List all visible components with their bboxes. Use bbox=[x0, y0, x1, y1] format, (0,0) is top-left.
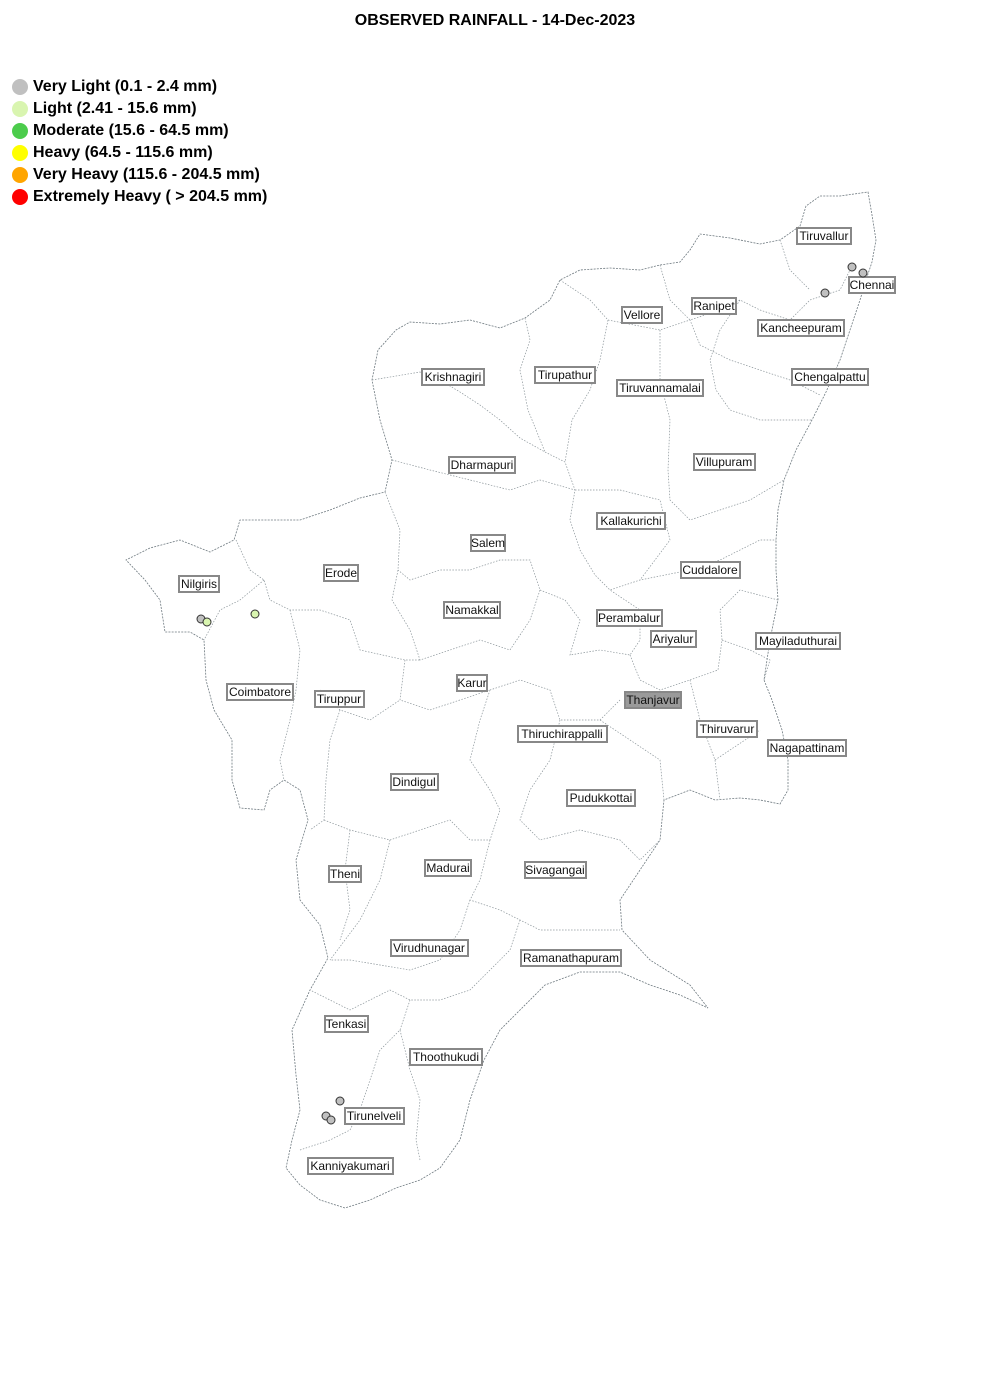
label-dindigul[interactable] bbox=[391, 774, 438, 790]
district-label-kanniyakumari: Kanniyakumari bbox=[310, 1159, 390, 1173]
label-ramanathapuram[interactable] bbox=[521, 950, 621, 966]
label-dharmapuri[interactable] bbox=[449, 457, 515, 473]
label-thiruvarur[interactable] bbox=[697, 721, 757, 737]
label-pudukkottai[interactable] bbox=[567, 790, 635, 806]
label-tiruppur[interactable] bbox=[315, 691, 364, 707]
district-label-namakkal: Namakkal bbox=[445, 603, 499, 617]
label-sivagangai[interactable] bbox=[525, 862, 586, 878]
district-label-vellore: Vellore bbox=[623, 308, 661, 322]
district-label-dharmapuri: Dharmapuri bbox=[450, 458, 514, 472]
legend-label-very-light: Very Light (0.1 - 2.4 mm) bbox=[33, 78, 218, 95]
district-label-coimbatore: Coimbatore bbox=[228, 685, 292, 699]
label-villupuram[interactable] bbox=[694, 454, 755, 470]
station-marker-tirunelveli-3[interactable] bbox=[327, 1116, 335, 1124]
station-marker-tirunelveli-1[interactable] bbox=[336, 1097, 344, 1105]
district-label-thoothukudi: Thoothukudi bbox=[412, 1050, 480, 1064]
district-label-tirupathur: Tirupathur bbox=[537, 368, 593, 382]
legend-label-heavy: Heavy (64.5 - 115.6 mm) bbox=[33, 144, 213, 161]
district-label-kallakurichi: Kallakurichi bbox=[600, 514, 662, 528]
district-label-tiruvallur: Tiruvallur bbox=[799, 229, 849, 243]
label-chengalpattu[interactable] bbox=[792, 369, 868, 385]
rainfall-stations bbox=[197, 263, 867, 1124]
label-chennai[interactable] bbox=[849, 277, 895, 293]
station-marker-chennai-2[interactable] bbox=[859, 269, 867, 277]
district-label-dindigul: Dindigul bbox=[392, 775, 436, 789]
label-vellore[interactable] bbox=[622, 307, 662, 323]
district-label-theni: Theni bbox=[329, 867, 361, 881]
label-ranipet[interactable] bbox=[692, 298, 736, 314]
map-title: OBSERVED RAINFALL - 14-Dec-2023 bbox=[354, 12, 636, 29]
station-marker-nilgiris-2[interactable] bbox=[203, 618, 211, 626]
district-label-krishnagiri: Krishnagiri bbox=[424, 370, 482, 384]
station-marker-kancheepuram[interactable] bbox=[821, 289, 829, 297]
district-labels bbox=[179, 228, 895, 1174]
label-kallakurichi[interactable] bbox=[597, 513, 665, 529]
label-perambalur[interactable] bbox=[597, 610, 662, 626]
label-tiruvannamalai[interactable] bbox=[617, 380, 703, 396]
label-cuddalore[interactable] bbox=[681, 562, 740, 578]
district-label-tenkasi: Tenkasi bbox=[325, 1017, 367, 1031]
district-boundaries bbox=[204, 240, 850, 1160]
label-coimbatore[interactable] bbox=[227, 684, 293, 700]
district-label-ariyalur: Ariyalur bbox=[652, 632, 694, 646]
label-virudhunagar[interactable] bbox=[391, 940, 468, 956]
station-marker-chennai-1[interactable] bbox=[848, 263, 856, 271]
district-label-salem: Salem bbox=[470, 536, 506, 550]
district-label-chengalpattu: Chengalpattu bbox=[794, 370, 866, 384]
district-label-thiruchirappalli: Thiruchirappalli bbox=[521, 727, 603, 741]
legend-label-very-heavy: Very Heavy (115.6 - 204.5 mm) bbox=[33, 166, 260, 183]
district-label-erode: Erode bbox=[324, 566, 358, 580]
label-salem[interactable] bbox=[471, 535, 505, 551]
district-label-virudhunagar: Virudhunagar bbox=[393, 941, 465, 955]
label-ariyalur[interactable] bbox=[651, 631, 696, 647]
legend-label-moderate: Moderate (15.6 - 64.5 mm) bbox=[33, 122, 229, 139]
district-label-sivagangai: Sivagangai bbox=[525, 863, 585, 877]
district-label-karur: Karur bbox=[457, 676, 487, 690]
district-label-tiruvannamalai: Tiruvannamalai bbox=[619, 381, 701, 395]
district-label-thiruvarur: Thiruvarur bbox=[699, 722, 755, 736]
label-tirupathur[interactable] bbox=[535, 367, 595, 383]
label-tirunelveli[interactable] bbox=[345, 1108, 404, 1124]
label-nilgiris[interactable] bbox=[179, 576, 219, 592]
label-erode[interactable] bbox=[324, 565, 358, 581]
label-theni[interactable] bbox=[329, 866, 361, 882]
label-nagapattinam[interactable] bbox=[768, 740, 846, 756]
district-label-ramanathapuram: Ramanathapuram bbox=[522, 951, 620, 965]
district-label-villupuram: Villupuram bbox=[695, 455, 753, 469]
district-label-ranipet: Ranipet bbox=[693, 299, 735, 313]
district-label-chennai: Chennai bbox=[849, 278, 895, 292]
district-label-tirunelveli: Tirunelveli bbox=[346, 1109, 402, 1123]
district-label-mayiladuthurai: Mayiladuthurai bbox=[758, 634, 838, 648]
label-namakkal[interactable] bbox=[444, 602, 500, 618]
label-thoothukudi[interactable] bbox=[410, 1049, 482, 1065]
station-marker-coimbatore[interactable] bbox=[251, 610, 259, 618]
label-krishnagiri[interactable] bbox=[422, 369, 484, 385]
label-mayiladuthurai[interactable] bbox=[756, 633, 840, 649]
district-label-thanjavur: Thanjavur bbox=[626, 693, 680, 707]
label-kancheepuram[interactable] bbox=[758, 320, 844, 336]
district-label-kancheepuram: Kancheepuram bbox=[760, 321, 842, 335]
district-label-madurai: Madurai bbox=[426, 861, 470, 875]
label-thiruchirappalli[interactable] bbox=[518, 726, 607, 742]
label-thanjavur[interactable] bbox=[625, 692, 681, 708]
legend-label-light: Light (2.41 - 15.6 mm) bbox=[33, 100, 197, 117]
label-kanniyakumari[interactable] bbox=[308, 1158, 393, 1174]
district-label-perambalur: Perambalur bbox=[597, 611, 661, 625]
district-label-cuddalore: Cuddalore bbox=[682, 563, 738, 577]
label-tenkasi[interactable] bbox=[325, 1016, 368, 1032]
label-tiruvallur[interactable] bbox=[797, 228, 851, 244]
district-label-tiruppur: Tiruppur bbox=[316, 692, 362, 706]
district-label-pudukkottai: Pudukkottai bbox=[569, 791, 633, 805]
label-karur[interactable] bbox=[457, 675, 487, 691]
legend-label-extremely-heavy: Extremely Heavy ( > 204.5 mm) bbox=[33, 188, 268, 205]
district-label-nagapattinam: Nagapattinam bbox=[769, 741, 845, 755]
district-label-nilgiris: Nilgiris bbox=[181, 577, 217, 591]
label-madurai[interactable] bbox=[425, 860, 471, 876]
